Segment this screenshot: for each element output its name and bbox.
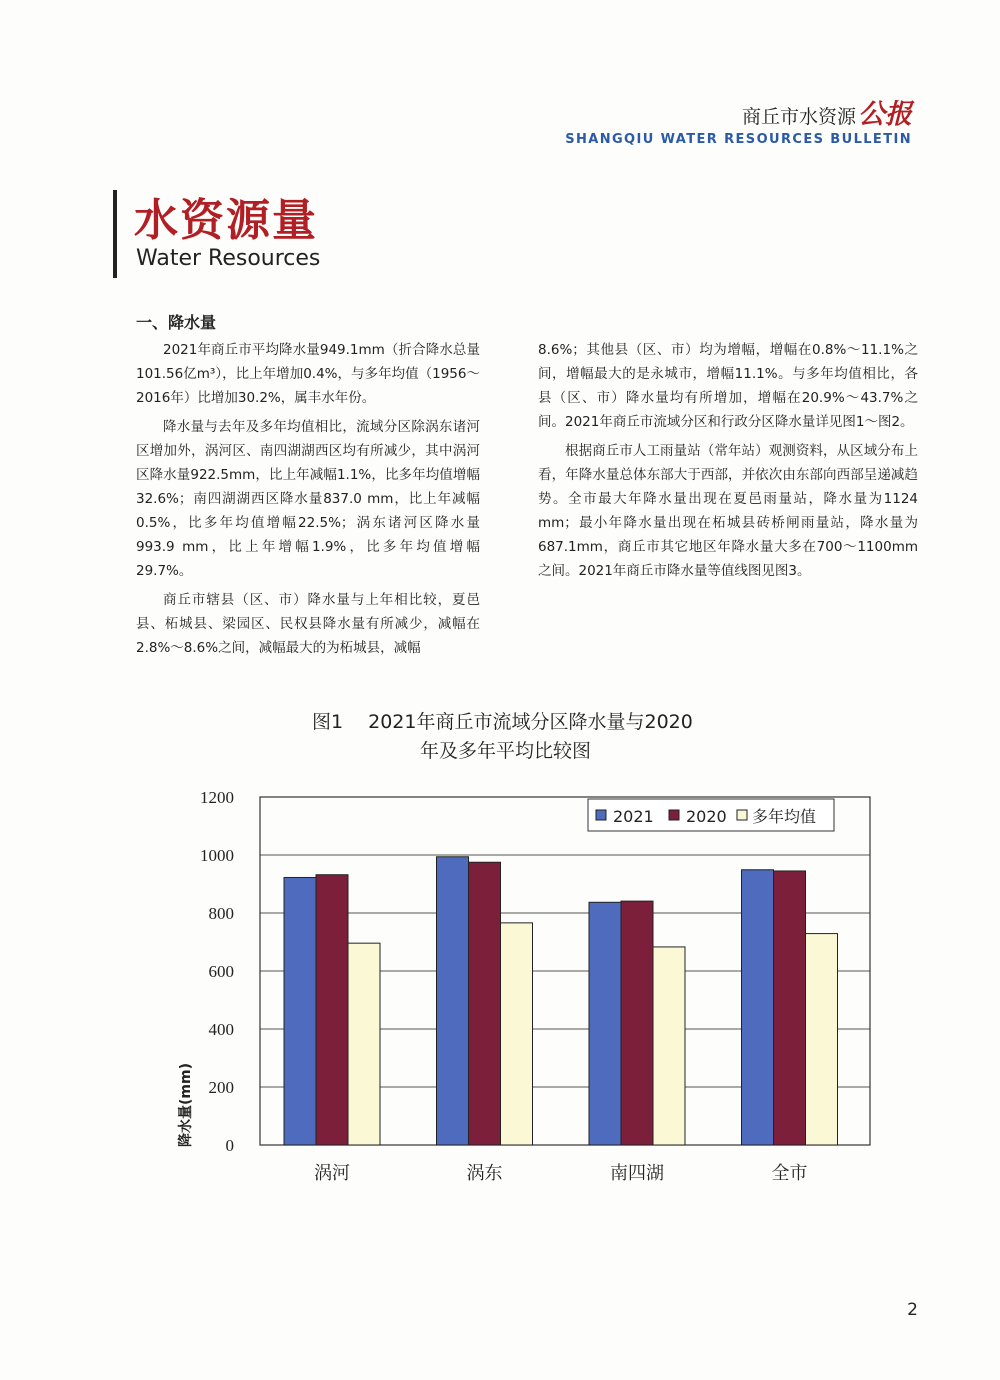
- legend-label: 多年均值: [752, 807, 817, 826]
- paragraph: 2021年商丘市平均降水量949.1mm（折合降水总量101.56亿m³），比上年增加0.4%，与多年均值（1956～2016年）比增加30.2%，属丰水年份。: [136, 342, 480, 406]
- legend-swatch-多年均值: [737, 810, 747, 820]
- page-number: 2: [907, 1300, 918, 1320]
- x-category-label: 全市: [771, 1163, 808, 1184]
- bar-多年均值-涡河: [348, 943, 380, 1145]
- bulletin-badge: 公报: [858, 99, 912, 130]
- legend-swatch-2021: [596, 810, 606, 820]
- bar-2020-涡河: [316, 875, 348, 1145]
- y-axis-label: 降水量(mm): [178, 1063, 194, 1147]
- legend-swatch-2020: [669, 810, 679, 820]
- y-tick-label: 1000: [200, 846, 234, 865]
- bar-2021-涡河: [284, 877, 316, 1145]
- bar-2021-南四湖: [589, 902, 621, 1145]
- bar-2020-涡东: [469, 862, 501, 1145]
- x-category-label: 涡河: [314, 1163, 350, 1184]
- bar-多年均值-全市: [806, 934, 838, 1145]
- bulletin-title-text: 商丘市水资源: [741, 106, 856, 128]
- subsection-title: 一、降水量: [136, 313, 217, 332]
- bar-2021-全市: [742, 870, 774, 1145]
- chart-title-line2: 年及多年平均比较图: [420, 740, 592, 762]
- legend-label: 2021: [613, 807, 654, 826]
- section-title-en: Water Resources: [136, 246, 321, 271]
- bulletin-subtitle: SHANGQIU WATER RESOURCES BULLETIN: [565, 132, 912, 147]
- y-tick-label: 200: [208, 1078, 234, 1097]
- chart-title-line1: 图1 2021年商丘市流域分区降水量与2020: [312, 711, 693, 733]
- paragraph: 降水量与去年及多年均值相比，流域分区除涡东诸河区增加外，涡河区、南四湖湖西区均有所减少，其中涡河区降水量922.5mm，比上年减幅1.1%，比多年均值增幅32.6%；南四湖湖西区降水量837.0 mm，比上年减幅0.5%，比多年均值增幅22.5%；涡东诸河区降水量993.9 mm，比上年增幅1.9%，比多年均值增幅29.7%。: [136, 419, 480, 579]
- paragraph: 商丘市辖县（区、市）降水量与上年相比较，夏邑县、柘城县、梁园区、民权县降水量有所减少，减幅在2.8%～8.6%之间，减幅最大的为柘城县，减幅: [136, 592, 480, 656]
- y-tick-label: 400: [208, 1020, 234, 1039]
- bar-2021-涡东: [437, 857, 469, 1145]
- paragraph: 8.6%；其他县（区、市）均为增幅，增幅在0.8%～11.1%之间，增幅最大的是永城市，增幅11.1%。与多年均值相比，各县（区、市）降水量均有所增加，增幅在20.9%～43.7%之间。2021年商丘市流域分区和行政分区降水量详见图1～图2。: [538, 342, 918, 430]
- bar-2020-全市: [774, 871, 806, 1145]
- bar-多年均值-涡东: [501, 923, 533, 1145]
- x-category-label: 涡东: [466, 1163, 503, 1184]
- y-tick-label: 800: [208, 904, 234, 923]
- bar-2020-南四湖: [621, 901, 653, 1145]
- legend-label: 2020: [686, 807, 727, 826]
- paragraph: 根据商丘市人工雨量站（常年站）观测资料，从区域分布上看，年降水量总体东部大于西部，并依次由东部向西部呈递减趋势。全市最大年降水量出现在夏邑雨量站，降水量为1124 mm；最小年降水量出现在柘城县砖桥闸雨量站，降水量为687.1mm，商丘市其它地区年降水量大多在700～1100mm之间。2021年商丘市降水量等值线图见图3。: [538, 443, 918, 579]
- bar-多年均值-南四湖: [653, 947, 685, 1145]
- section-title: 水资源量: [134, 195, 318, 246]
- y-tick-label: 0: [225, 1136, 234, 1155]
- y-tick-label: 1200: [200, 788, 234, 807]
- y-tick-label: 600: [208, 962, 234, 981]
- x-category-label: 南四湖: [610, 1163, 664, 1184]
